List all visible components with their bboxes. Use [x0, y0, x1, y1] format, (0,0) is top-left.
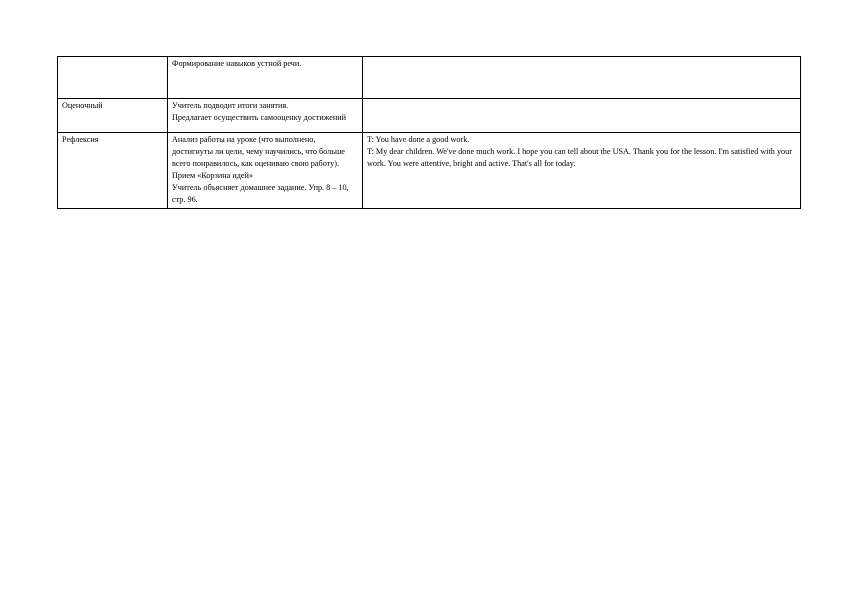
dialogue-text: T: My dear children. We've done much work. I hope you can tell about the USA. Thank you for the lesson. I'm satisfied with your work. You were attentive, bright and active. That's all for today.: [367, 147, 792, 168]
teacher-activity-cell: [168, 99, 363, 133]
lesson-plan-table: [57, 56, 801, 209]
teacher-activity-cell: [168, 133, 363, 209]
dialogue-cell: [363, 99, 801, 133]
stage-cell: [58, 57, 168, 99]
teacher-activity-text: Учитель подводит итоги занятия.: [172, 101, 289, 110]
table-row: [58, 57, 801, 99]
dialogue-cell: [363, 133, 801, 209]
teacher-activity-cell: [168, 57, 363, 99]
stage-name: Рефлексия: [62, 135, 99, 144]
dialogue-cell: [363, 57, 801, 99]
teacher-activity-text: Учитель объясняет домашнее задание. Упр. 8 – 10, стр. 96.: [172, 183, 349, 204]
table-row: [58, 133, 801, 209]
stage-cell: [58, 133, 168, 209]
stage-cell: [58, 99, 168, 133]
stage-name: Оценочный: [62, 101, 103, 110]
dialogue-text: T: You have done a good work.: [367, 135, 470, 144]
table-row: [58, 99, 801, 133]
teacher-activity-text: Анализ работы на уроке (что выполнено, достигнуты ли цели, чему научились, что больше всего понравилось, как оцениваю свою работу). Прием «Корзина идей»: [172, 135, 345, 180]
teacher-activity-text: Формирование навыков устной речи.: [172, 59, 302, 68]
teacher-activity-text: Предлагает осуществить самооценку достижений: [172, 113, 347, 122]
